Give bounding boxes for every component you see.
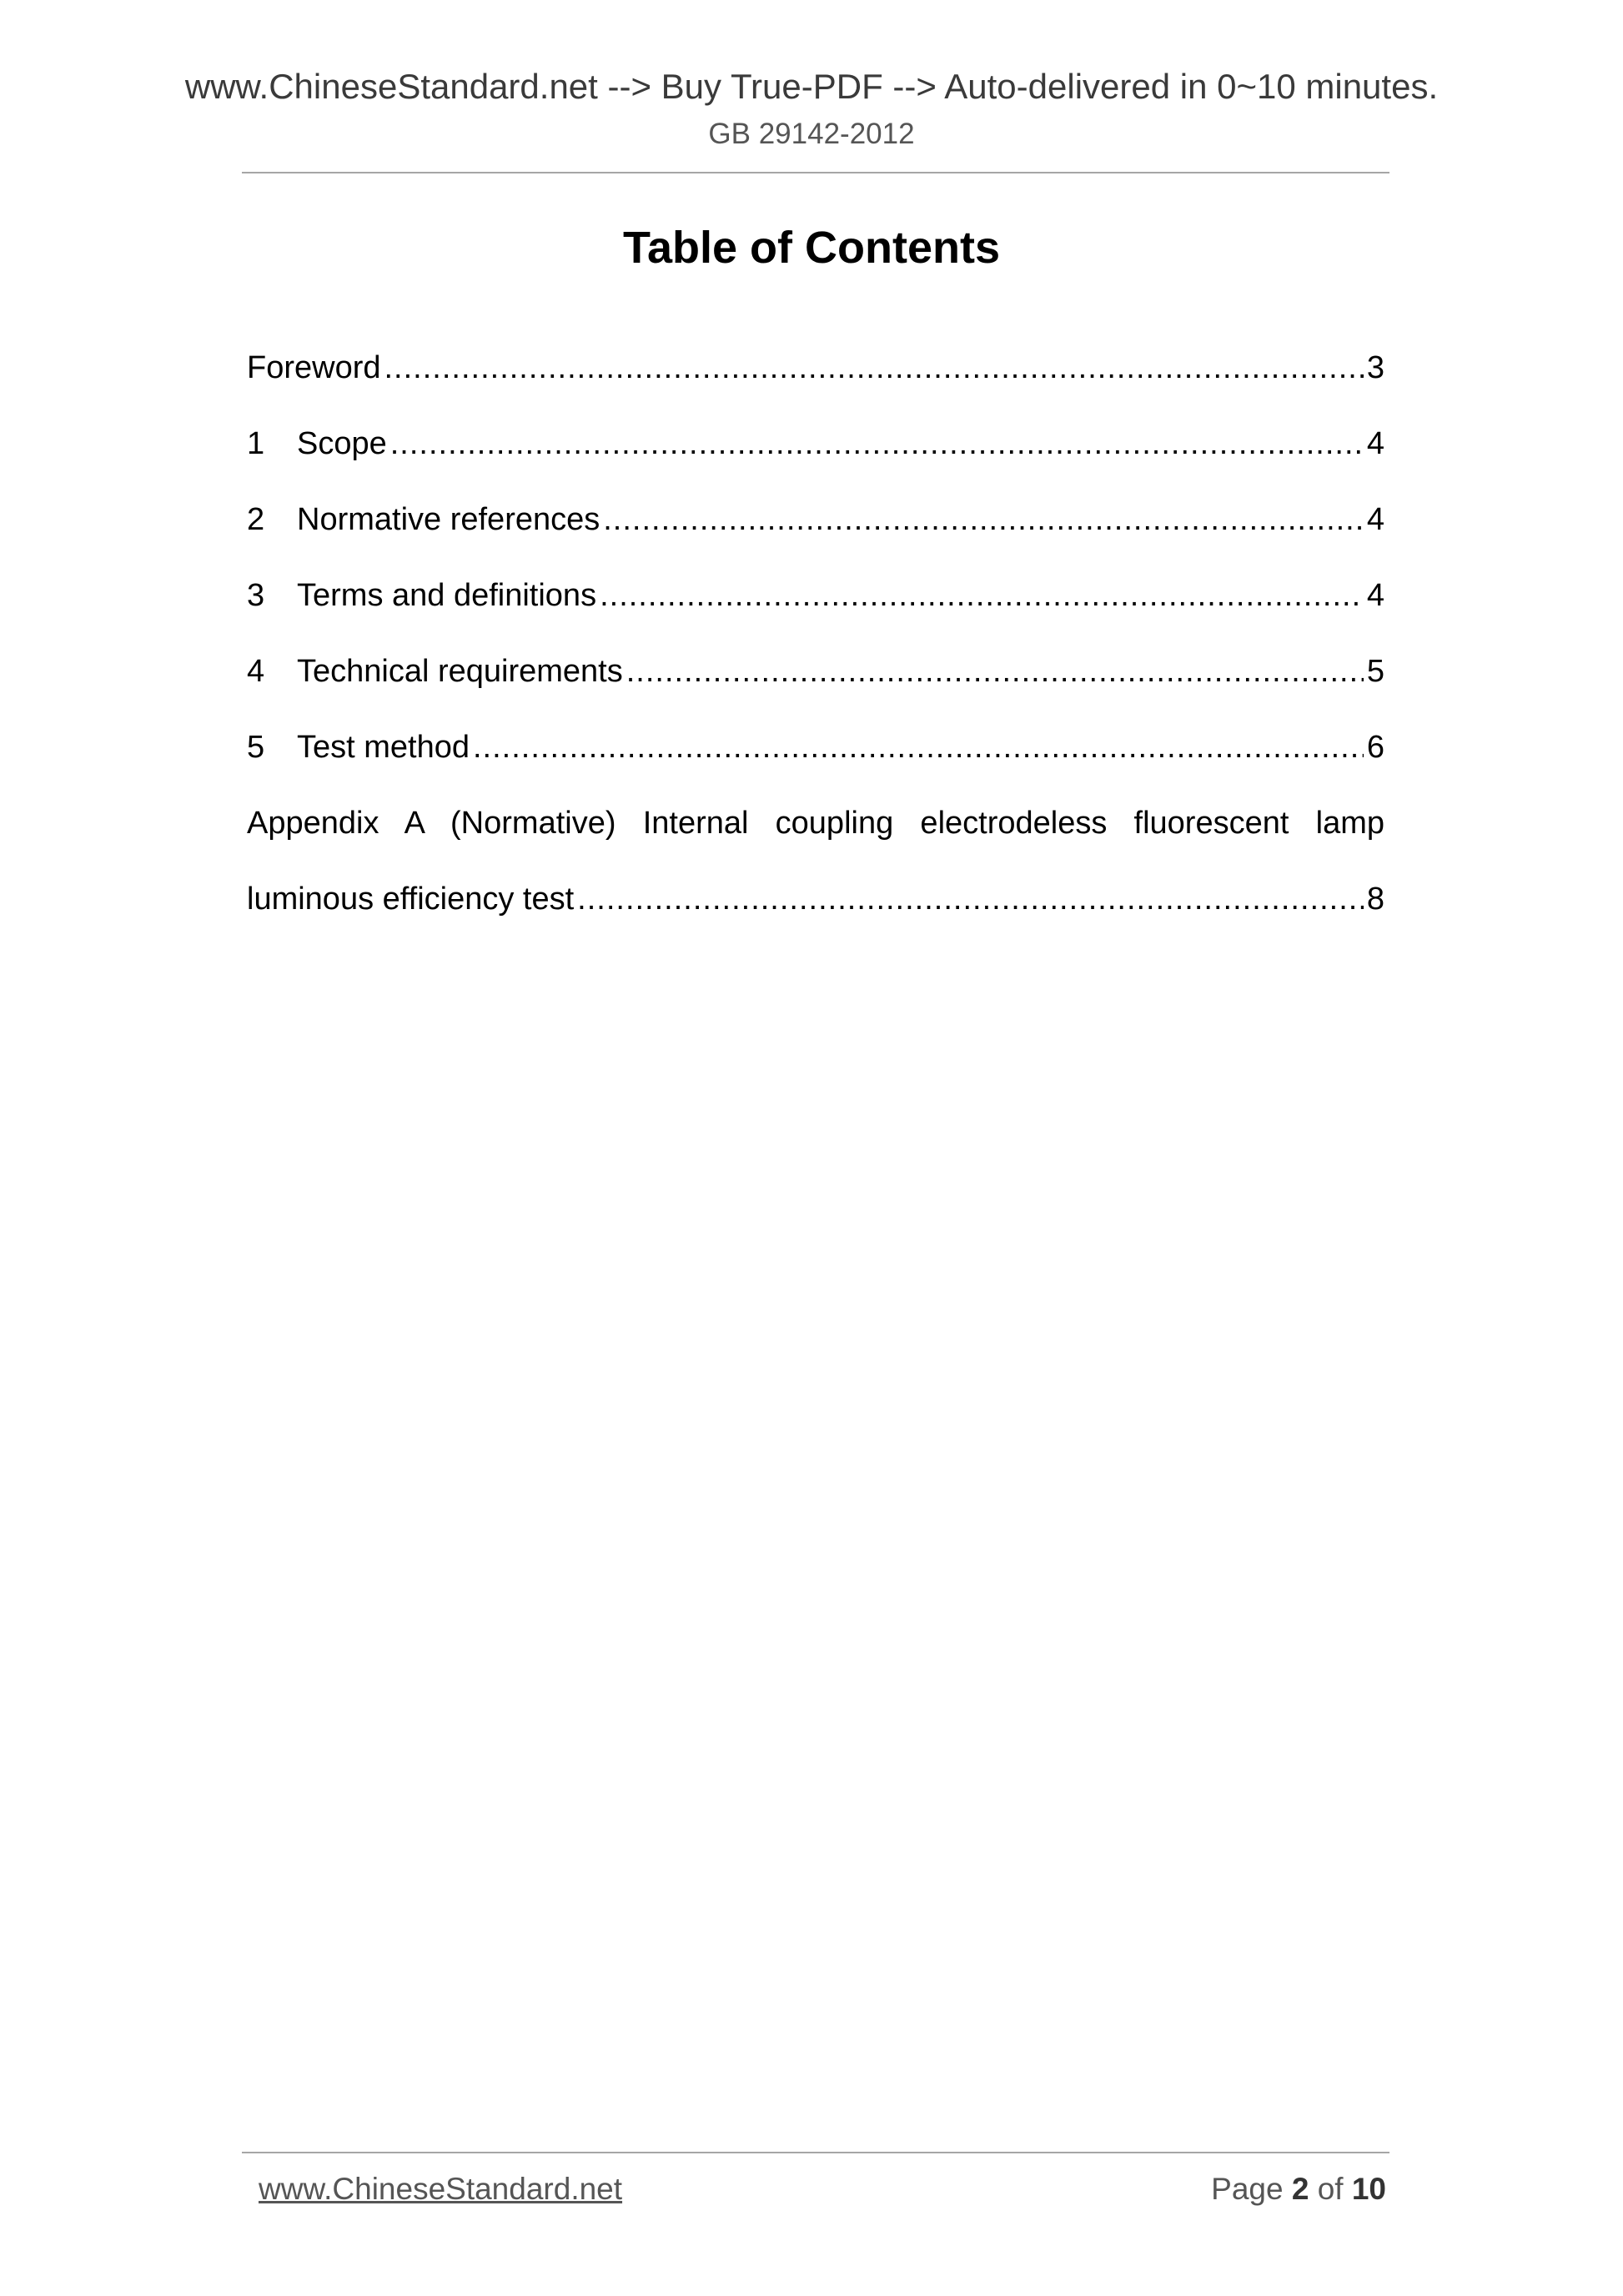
toc-entry-page: 5: [1366, 654, 1384, 689]
toc-entry-page: 4: [1366, 578, 1384, 613]
toc-leader-dots: [473, 721, 1364, 773]
header-divider: [242, 172, 1389, 173]
toc-entry-appendix-a-line1[interactable]: Appendix A (Normative) Internal coupling electrodeless fluorescent lamp: [247, 806, 1384, 841]
page-title: Table of Contents: [623, 223, 1000, 273]
toc-leader-dots: [577, 873, 1364, 925]
toc-entry-normative-references[interactable]: [247, 494, 1384, 570]
toc-entry-appendix-a[interactable]: [247, 873, 1384, 949]
toc-entry-label: Technical requirements: [297, 654, 623, 689]
toc-entry-foreword[interactable]: [247, 342, 1384, 418]
page-prefix: Page: [1211, 2172, 1284, 2206]
toc-entry-label: Normative references: [297, 502, 600, 537]
page-total: 10: [1351, 2172, 1386, 2206]
toc-leader-dots: [384, 342, 1364, 394]
standard-number: GB 29142-2012: [708, 118, 915, 150]
toc-entry-number: 3: [247, 578, 265, 613]
toc-entry-page: 3: [1366, 350, 1384, 385]
toc-entry-label: Scope: [297, 426, 387, 461]
toc-entry-label: luminous efficiency test: [247, 882, 575, 917]
toc-entry-test-method[interactable]: [247, 721, 1384, 797]
table-of-contents: [247, 342, 1384, 949]
toc-entry-number: 4: [247, 654, 265, 689]
toc-entry-number: 2: [247, 502, 265, 537]
toc-entry-terms-and-definitions[interactable]: [247, 570, 1384, 646]
toc-entry-page: 6: [1366, 730, 1384, 765]
toc-entry-technical-requirements[interactable]: [247, 646, 1384, 721]
toc-entry-page: 4: [1366, 502, 1384, 537]
toc-entry-label: Terms and definitions: [297, 578, 597, 613]
toc-entry-scope[interactable]: [247, 418, 1384, 494]
toc-entry-label: Test method: [297, 730, 470, 765]
toc-entry-page: 8: [1366, 882, 1384, 917]
header-banner: www.ChineseStandard.net --> Buy True-PDF --> Auto-delivered in 0~10 minutes.: [184, 67, 1439, 106]
toc-leader-dots: [600, 570, 1364, 621]
toc-entry-number: 1: [247, 426, 265, 461]
toc-entry-label: Foreword: [247, 350, 381, 385]
page-current: 2: [1291, 2172, 1309, 2206]
toc-entry-page: 4: [1366, 426, 1384, 461]
toc-leader-dots: [626, 646, 1364, 697]
footer-website-link[interactable]: www.ChineseStandard.net: [259, 2172, 623, 2206]
toc-leader-dots: [603, 494, 1364, 545]
page-of: of: [1317, 2172, 1344, 2206]
page-indicator: [1211, 2170, 1386, 2208]
toc-leader-dots: [390, 418, 1364, 470]
footer-divider: [242, 2152, 1389, 2153]
toc-entry-number: 5: [247, 730, 265, 765]
